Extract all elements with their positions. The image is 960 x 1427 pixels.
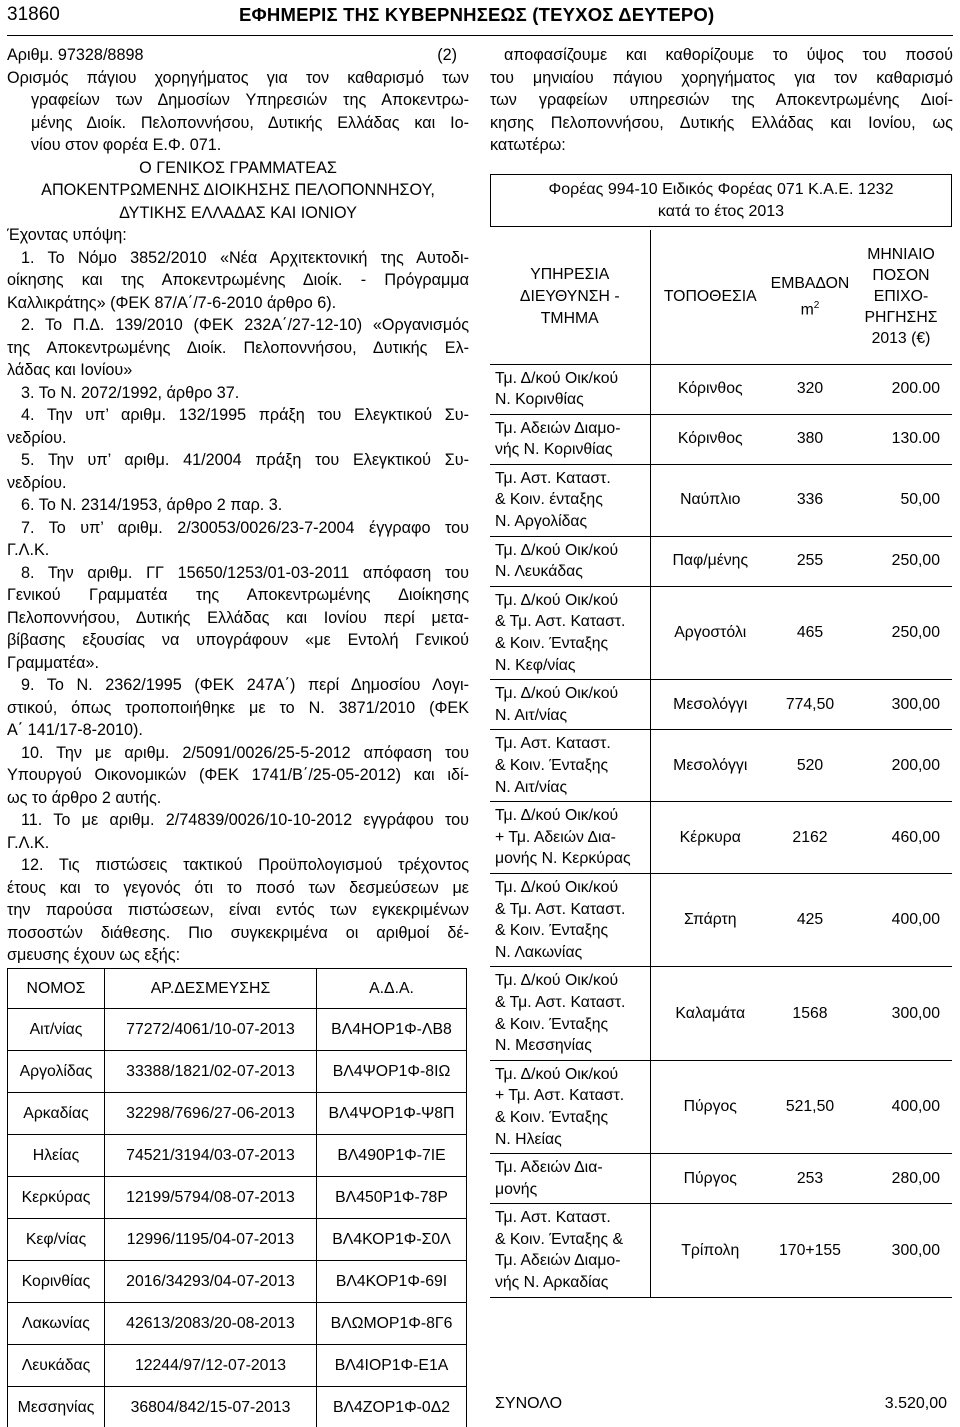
- text-line: Γ.Λ.Κ.: [7, 833, 50, 852]
- col-header-prefecture: ΝΟΜΟΣ: [8, 969, 105, 1009]
- offices-table: [490, 230, 952, 1298]
- total-row: [495, 1395, 947, 1413]
- amount-cell: 400,00: [850, 1060, 952, 1153]
- prefecture-cell: Αιτ/νίας: [8, 1009, 105, 1051]
- table-row: [8, 1135, 467, 1177]
- commitment-cell: 42613/2083/20-08-2013: [105, 1303, 317, 1345]
- service-line: & Κοιν. Ένταξης: [495, 922, 609, 940]
- service-line: Τμ. Αστ. Καταστ.: [495, 469, 611, 487]
- area-cell: 170+155: [770, 1204, 850, 1297]
- table-row: [8, 1051, 467, 1093]
- text-line: 11. Το με αριθμ. 2/74839/0026/10-10-2012 εγγράφου του: [21, 811, 469, 829]
- service-cell: [490, 364, 650, 414]
- col-header-amount: [850, 230, 952, 364]
- text-line: Ο ΓΕΝΙΚΟΣ ΓΡΑΜΜΑΤΕΑΣ: [139, 158, 337, 177]
- text-line: στικού, όπως τροποποιήθηκε με το Ν. 3871/2010 (ΦΕΚ: [7, 698, 469, 717]
- prefecture-cell: Λακωνίας: [8, 1303, 105, 1345]
- service-line: Τμ. Δ/κού Οικ/κού: [495, 878, 619, 896]
- service-line: + Τμ. Αδειών Δια-: [495, 828, 616, 846]
- text-line: νεδρίου.: [7, 473, 67, 492]
- decision-tag: (2): [437, 46, 457, 64]
- total-value: 3.520,00: [884, 1395, 947, 1412]
- service-cell: [490, 680, 650, 730]
- intro-line: αποφασίζουμε και καθορίζουμε το ύψος του ποσού: [504, 46, 953, 64]
- commitment-cell: 36804/842/15-07-2013: [105, 1387, 317, 1427]
- commitment-cell: 77272/4061/10-07-2013: [105, 1009, 317, 1051]
- text-line: 8. Την αριθμ. ΓΓ 15650/1253/01-03-2011 απόφαση του: [21, 563, 469, 582]
- location-cell: Ναύπλιο: [650, 464, 770, 536]
- service-line: Ν. Αιτ/νίας: [495, 706, 568, 724]
- service-line: μονής: [495, 1180, 538, 1198]
- service-line: Ν. Λακωνίας: [495, 943, 583, 961]
- ada-cell: ΒΛ4ΨΟΡ1Φ-8ΙΩ: [317, 1051, 467, 1093]
- amount-cell: 280,00: [850, 1154, 952, 1204]
- location-cell: Παφ/μένης: [650, 536, 770, 586]
- text-line: 10. Την με αριθμ. 2/5091/0026/25-5-2012 απόφαση του: [21, 743, 469, 762]
- commitment-cell: 74521/3194/03-07-2013: [105, 1135, 317, 1177]
- amount-cell: 250,00: [850, 586, 952, 679]
- budget-line-1: Φορέας 994-10 Ειδικός Φορέας 071 Κ.Α.Ε. 1232: [548, 181, 894, 198]
- area-cell: 465: [770, 586, 850, 679]
- text-line: ποσοστών διάθεσης. Πιο συγκεκριμένα οι αριθμοί δέ-: [7, 923, 469, 942]
- intro-line: των γραφείων υπηρεσιών της Αποκεντρωμένης Διοί-: [490, 91, 953, 109]
- service-line: μονής Ν. Κερκύρας: [495, 850, 631, 868]
- total-label: ΣΥΝΟΛΟ: [495, 1395, 563, 1412]
- table-row: [8, 1009, 467, 1051]
- commitment-cell: 32298/7696/27-06-2013: [105, 1093, 317, 1135]
- service-line: νής Ν. Αρκαδίας: [495, 1274, 609, 1292]
- text-line: 7. Το υπ’ αριθμ. 2/30053/0026/23-7-2004 έγγραφο του: [21, 518, 469, 537]
- service-cell: [490, 1154, 650, 1204]
- text-line: την παρούσα πιστώσεων, είναι εντός των εγκεκριμένων: [7, 901, 469, 919]
- ada-cell: ΒΛ4ΗΟΡ1Φ-ΛΒ8: [317, 1009, 467, 1051]
- service-cell: [490, 464, 650, 536]
- authority-title: [7, 157, 469, 225]
- text-line: Καλλικράτης» (ΦΕΚ 87/Α΄/7-6-2010 άρθρο 6).: [7, 293, 337, 312]
- table-row: [490, 967, 952, 1060]
- ada-cell: ΒΛ4ΚΟΡ1Φ-Σ0Λ: [317, 1219, 467, 1261]
- amount-cell: 200.00: [850, 364, 952, 414]
- table-row: [490, 536, 952, 586]
- amount-header-line: ΠΟΣΟΝ: [872, 267, 930, 285]
- location-cell: Πύργος: [650, 1060, 770, 1153]
- commitments-table: [7, 968, 467, 1427]
- text-line: έτους και το γεγονός ότι το ποσό των δεσμεύσεων με: [7, 878, 469, 897]
- service-line: & Τμ. Αστ. Καταστ.: [495, 993, 626, 1011]
- area-cell: 253: [770, 1154, 850, 1204]
- table-row: [8, 1387, 467, 1427]
- col-header-area: [770, 230, 850, 364]
- col-header-location: ΤΟΠΟΘΕΣΙΑ: [650, 230, 770, 364]
- service-line: Ν. Μεσσηνίας: [495, 1037, 592, 1055]
- service-line: & Τμ. Αστ. Καταστ.: [495, 900, 626, 918]
- service-line: & Τμ. Αστ. Καταστ.: [495, 613, 626, 631]
- consideration-item: [7, 854, 469, 967]
- service-line: Τμ. Αστ. Καταστ.: [495, 1209, 611, 1227]
- text-line: Α΄ 141/17-8-2010).: [7, 721, 143, 739]
- table-row: [490, 464, 952, 536]
- amount-header-line: ΕΠΙΧΟ-: [873, 288, 929, 306]
- amount-header-line: ΜΗΝΙΑΙΟ: [867, 246, 935, 264]
- service-header-line: ΥΠΗΡΕΣΙΑ: [530, 266, 610, 284]
- prefecture-cell: Κεφ/νίας: [8, 1219, 105, 1261]
- text-line: 9. Το Ν. 2362/1995 (ΦΕΚ 247Α΄) περί Δημοσίου Λογι-: [21, 676, 469, 694]
- service-line: & Κοιν. Ένταξης: [495, 635, 609, 653]
- text-line: της Αποκεντρωμένης Διοίκ. Πελοποννήσου, Δυτικής Ελ-: [7, 338, 469, 357]
- location-cell: Καλαμάτα: [650, 967, 770, 1060]
- page-number: 31860: [7, 4, 60, 25]
- service-cell: [490, 536, 650, 586]
- prefecture-cell: Αργολίδας: [8, 1051, 105, 1093]
- ada-cell: ΒΛ490Ρ1Φ-7ΙΕ: [317, 1135, 467, 1177]
- decision-subject: [7, 67, 469, 157]
- location-cell: Μεσολόγγι: [650, 680, 770, 730]
- service-header-line: ΔΙΕΥΘΥΝΣΗ -: [519, 287, 620, 305]
- amount-cell: 200,00: [850, 730, 952, 802]
- prefecture-cell: Μεσσηνίας: [8, 1387, 105, 1427]
- location-cell: Μεσολόγγι: [650, 730, 770, 802]
- text-line: Γενικού Γραμματέα της Αποκεντρωμένης Διοίκησης: [7, 586, 469, 604]
- decision-intro: [490, 44, 953, 157]
- col-header-service: [490, 230, 650, 364]
- service-line: & Κοιν. Ένταξης &: [495, 1230, 624, 1248]
- table-row: [8, 1219, 467, 1261]
- text-line: Υπουργού Οικονομικών (ΦΕΚ 1741/Β΄/25-05-2012) και ιδί-: [7, 766, 469, 784]
- service-cell: [490, 873, 650, 966]
- ada-cell: ΒΛ4ΙΟΡ1Φ-Ε1Α: [317, 1345, 467, 1387]
- commitment-cell: 12199/5794/08-07-2013: [105, 1177, 317, 1219]
- service-line: Τμ. Δ/κού Οικ/κού: [495, 1065, 619, 1083]
- prefecture-cell: Λευκάδας: [8, 1345, 105, 1387]
- area-cell: 255: [770, 536, 850, 586]
- right-column: [490, 44, 953, 157]
- service-cell: [490, 1204, 650, 1297]
- text-line: 1. Το Νόμο 3852/2010 «Νέα Αρχιτεκτονική της Αυτοδι-: [21, 248, 469, 267]
- amount-cell: 400,00: [850, 873, 952, 966]
- gazette-title: ΕΦΗΜΕΡΙΣ ΤΗΣ ΚΥΒΕΡΝΗΣΕΩΣ (ΤΕΥΧΟΣ ΔΕΥΤΕΡΟ): [239, 4, 715, 25]
- amount-cell: 300,00: [850, 1204, 952, 1297]
- location-cell: Αργοστόλι: [650, 586, 770, 679]
- considering-label: Έχοντας υπόψη:: [7, 226, 127, 244]
- intro-line: κησης Πελοποννήσου, Δυτικής Ελλάδας και Ιονίου, ως: [490, 113, 953, 132]
- table-row: [490, 1060, 952, 1153]
- service-line: & Κοιν. Ένταξης: [495, 1108, 609, 1126]
- table-row: [8, 1093, 467, 1135]
- prefecture-cell: Ηλείας: [8, 1135, 105, 1177]
- table-header-row: [8, 969, 467, 1009]
- amount-header-line: ΡΗΓΗΣΗΣ: [864, 309, 938, 327]
- considerations-list: [7, 247, 469, 967]
- service-line: Τμ. Αδειών Διαμο-: [495, 419, 621, 437]
- area-cell: 425: [770, 873, 850, 966]
- area-cell: 1568: [770, 967, 850, 1060]
- consideration-item: [7, 809, 469, 854]
- area-header-label: ΕΜΒΑΔΟΝ: [770, 275, 850, 293]
- text-line: 12. Τις πιστώσεις τακτικού Προϋπολογισμού τρέχοντος: [21, 856, 469, 874]
- location-cell: Τρίπολη: [650, 1204, 770, 1297]
- table-row: [490, 414, 952, 464]
- ada-cell: ΒΛ4ΨΟΡ1Φ-Ψ8Π: [317, 1093, 467, 1135]
- table-row: [490, 680, 952, 730]
- offices-header-row: [490, 230, 952, 364]
- consideration-item: [7, 314, 469, 382]
- area-cell: 2162: [770, 802, 850, 874]
- text-line: ΑΠΟΚΕΝΤΡΩΜΕΝΗΣ ΔΙΟΙΚΗΣΗΣ ΠΕΛΟΠΟΝΝΗΣΟΥ,: [41, 181, 435, 199]
- consideration-item: [7, 742, 469, 810]
- area-unit: m: [800, 300, 814, 318]
- table-row: [8, 1303, 467, 1345]
- intro-line: του μηνιαίου πάγιου χορηγήματος για τον καθαρισμό: [490, 68, 953, 87]
- table-row: [490, 730, 952, 802]
- text-line: ΔΥΤΙΚΗΣ ΕΛΛΑΔΑΣ ΚΑΙ ΙΟΝΙΟΥ: [119, 203, 357, 222]
- area-cell: 320: [770, 364, 850, 414]
- amount-cell: 130.00: [850, 414, 952, 464]
- service-cell: [490, 586, 650, 679]
- location-cell: Κέρκυρα: [650, 802, 770, 874]
- service-line: Ν. Κεφ/νίας: [495, 656, 576, 674]
- ada-cell: ΒΛ450Ρ1Φ-78Ρ: [317, 1177, 467, 1219]
- consideration-item: [7, 382, 469, 405]
- subject-line: Ορισμός πάγιου χορηγήματος για τον καθαρισμό των: [7, 68, 469, 87]
- intro-line: κατωτέρω:: [490, 136, 566, 154]
- service-cell: [490, 730, 650, 802]
- area-cell: 774,50: [770, 680, 850, 730]
- service-header-line: ΤΜΗΜΑ: [540, 309, 599, 327]
- amount-header-line: 2013 (€): [871, 330, 931, 348]
- commitment-cell: 12996/1195/04-07-2013: [105, 1219, 317, 1261]
- commitment-cell: 33388/1821/02-07-2013: [105, 1051, 317, 1093]
- amount-cell: 460,00: [850, 802, 952, 874]
- table-row: [8, 1345, 467, 1387]
- text-line: Γ.Λ.Κ.: [7, 541, 50, 559]
- service-line: & Κοιν. ένταξης: [495, 491, 603, 509]
- text-line: λάδας και Ιονίου»: [7, 361, 133, 379]
- service-line: + Τμ. Αστ. Καταστ.: [495, 1087, 625, 1105]
- consideration-item: [7, 494, 469, 517]
- prefecture-cell: Κορινθίας: [8, 1261, 105, 1303]
- location-cell: Κόρινθος: [650, 364, 770, 414]
- service-line: Τμ. Αστ. Καταστ.: [495, 735, 611, 753]
- service-cell: [490, 414, 650, 464]
- table-row: [490, 873, 952, 966]
- consideration-item: [7, 247, 469, 315]
- location-cell: Πύργος: [650, 1154, 770, 1204]
- service-line: Τμ. Δ/κού Οικ/κού: [495, 541, 619, 559]
- amount-cell: 300,00: [850, 967, 952, 1060]
- service-line: Ν. Ηλείας: [495, 1130, 562, 1148]
- text-line: Γραμματέα».: [7, 653, 99, 672]
- text-line: 2. Το Π.Δ. 139/2010 (ΦΕΚ 232Α΄/27-12-10) «Οργανισμός: [21, 316, 469, 334]
- area-cell: 336: [770, 464, 850, 536]
- service-line: νής Ν. Κορινθίας: [495, 441, 613, 459]
- text-line: 5. Την υπ’ αριθμ. 41/2004 πράξη του Ελεγκτικού Συ-: [21, 451, 469, 469]
- location-cell: Κόρινθος: [650, 414, 770, 464]
- table-row: [8, 1261, 467, 1303]
- budget-box: [490, 174, 952, 227]
- text-line: 3. Το Ν. 2072/1992, άρθρο 37.: [21, 383, 240, 402]
- service-cell: [490, 967, 650, 1060]
- text-line: 6. Το Ν. 2314/1953, άρθρο 2 παρ. 3.: [21, 496, 283, 514]
- ada-cell: ΒΛΩΜΟΡ1Φ-8Γ6: [317, 1303, 467, 1345]
- prefecture-cell: Κερκύρας: [8, 1177, 105, 1219]
- service-cell: [490, 1060, 650, 1153]
- amount-cell: 50,00: [850, 464, 952, 536]
- area-cell: 521,50: [770, 1060, 850, 1153]
- service-line: Ν. Αιτ/νίας: [495, 778, 568, 796]
- page-header: [7, 0, 953, 36]
- amount-cell: 300,00: [850, 680, 952, 730]
- text-line: Πελοποννήσου, Δυτικής Ελλάδας και Ιονίου περί μετα-: [7, 608, 469, 627]
- consideration-item: [7, 562, 469, 675]
- text-line: οίκησης και της Αποκεντρωμένης Διοίκ. - Πρόγραμμα: [7, 271, 469, 289]
- area-cell: 380: [770, 414, 850, 464]
- text-line: 4. Την υπ’ αριθμ. 132/1995 πράξη του Ελεγκτικού Συ-: [21, 406, 469, 424]
- service-line: & Κοιν. Ένταξης: [495, 757, 609, 774]
- consideration-item: [7, 404, 469, 449]
- service-line: Τμ. Αδειών Διαμο-: [495, 1252, 621, 1270]
- commitment-cell: 2016/34293/04-07-2013: [105, 1261, 317, 1303]
- table-row: [490, 586, 952, 679]
- location-cell: Σπάρτη: [650, 873, 770, 966]
- service-cell: [490, 802, 650, 874]
- service-line: Τμ. Αδειών Δια-: [495, 1159, 603, 1177]
- table-row: [8, 1177, 467, 1219]
- text-line: σμευσης έχουν ως εξής:: [7, 946, 181, 964]
- col-header-commitment: ΑΡ.ΔΕΣΜΕΥΣΗΣ: [105, 969, 317, 1009]
- left-column: [7, 44, 469, 967]
- table-row: [490, 1154, 952, 1204]
- service-line: Τμ. Δ/κού Οικ/κού: [495, 807, 619, 825]
- prefecture-cell: Αρκαδίας: [8, 1093, 105, 1135]
- service-line: Τμ. Δ/κού Οικ/κού: [495, 685, 619, 703]
- subject-line: γραφείων των Δημοσίων Υπηρεσιών της Αποκεντρω-: [31, 91, 469, 109]
- text-line: νεδρίου.: [7, 428, 67, 447]
- area-unit-exponent: 2: [813, 299, 820, 311]
- decision-number: Αριθμ. 97328/8898: [7, 46, 144, 64]
- amount-cell: 250,00: [850, 536, 952, 586]
- budget-line-2: κατά το έτος 2013: [657, 203, 785, 220]
- table-row: [490, 364, 952, 414]
- text-line: βίβασης εξουσίας να υπογράφουν «με Εντολή Γενικού: [7, 631, 469, 649]
- consideration-item: [7, 674, 469, 742]
- text-line: ως το άρθρο 2 αυτής.: [7, 788, 162, 807]
- service-line: Ν. Κορινθίας: [495, 391, 584, 409]
- table-row: [490, 1204, 952, 1297]
- ada-cell: ΒΛ4ΚΟΡ1Φ-69Ι: [317, 1261, 467, 1303]
- ada-cell: ΒΛ4ΖΟΡ1Φ-0Δ2: [317, 1387, 467, 1427]
- consideration-item: [7, 449, 469, 494]
- service-line: Τμ. Δ/κού Οικ/κού: [495, 591, 619, 609]
- subject-line: νίου στον φορέα Ε.Φ. 071.: [31, 136, 222, 154]
- service-line: Ν. Αργολίδας: [495, 513, 588, 531]
- consideration-item: [7, 517, 469, 562]
- col-header-ada: Α.Δ.Α.: [317, 969, 467, 1009]
- commitment-cell: 12244/97/12-07-2013: [105, 1345, 317, 1387]
- service-line: Τμ. Δ/κού Οικ/κού: [495, 369, 619, 387]
- service-line: & Κοιν. Ένταξης: [495, 1015, 609, 1033]
- decision-heading: [7, 44, 469, 67]
- table-row: [490, 802, 952, 874]
- area-cell: 520: [770, 730, 850, 802]
- subject-line: μένης Διοίκ. Πελοποννήσου, Δυτικής Ελλάδας και Ιο-: [31, 113, 469, 132]
- service-line: Τμ. Δ/κού Οικ/κού: [495, 972, 619, 990]
- service-line: Ν. Λευκάδας: [495, 563, 583, 581]
